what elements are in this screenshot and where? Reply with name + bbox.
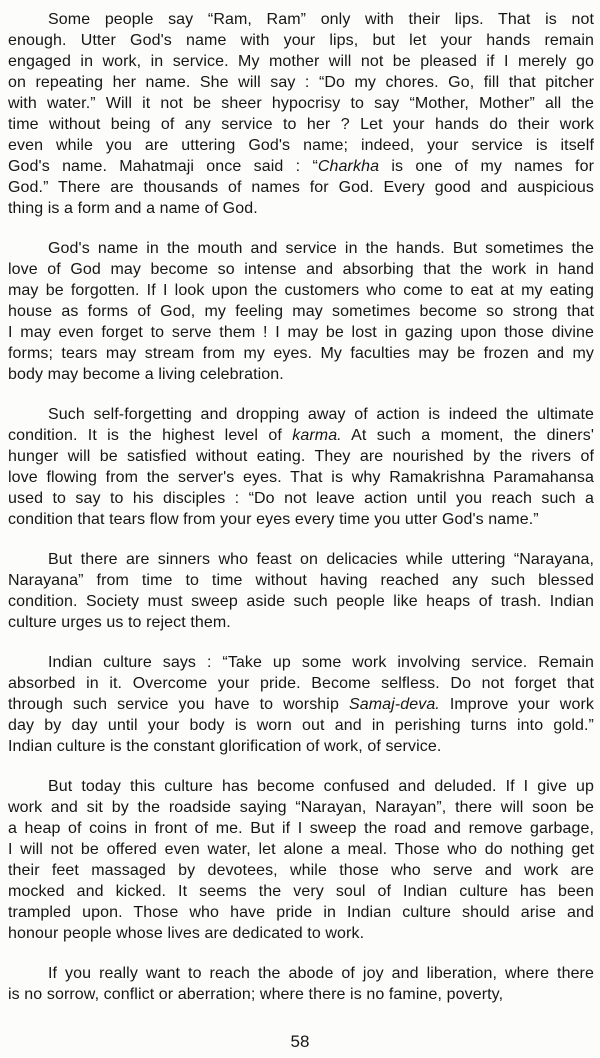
text-line <box>8 177 594 198</box>
text-segment: Improve your work <box>439 696 594 713</box>
italic-text: karma. <box>292 427 342 444</box>
text-line <box>8 259 594 280</box>
text-segment: work and sit by the roadside saying “Narayan, Narayan”, there will soon be <box>8 799 594 816</box>
text-line <box>8 818 594 839</box>
text-segment: Such self-forgetting and dropping away of action is indeed the ultimate <box>48 406 594 423</box>
page-number: 58 <box>290 1032 310 1051</box>
text-segment: day by day until your body is worn out and in perishing turns into gold.” <box>8 717 594 734</box>
text-segment: is one of my names for <box>379 158 594 175</box>
text-segment: on repeating her name. She will say : “Do my chores. Go, fill that pitcher <box>8 74 594 91</box>
text-segment: time without being of any service to her ? Let your hands do their work <box>8 116 594 133</box>
text-line <box>8 839 594 860</box>
text-line <box>8 343 594 364</box>
text-segment: forms; tears may stream from my eyes. My faculties may be frozen and my <box>8 345 594 362</box>
text-segment: At such a moment, the diners' <box>341 427 594 444</box>
text-segment: with water.” Will it not be sheer hypocrisy to say “Mother, Mother” all the <box>8 95 594 112</box>
text-segment: is no sorrow, conflict or aberration; where there is no famine, poverty, <box>8 986 504 1003</box>
text-segment: But there are sinners who feast on delicacies while uttering “Narayana, <box>48 551 594 568</box>
paragraph <box>8 238 594 385</box>
text-segment: body may become a living celebration. <box>8 366 284 383</box>
text-segment: condition. Society must sweep aside such people like heaps of trash. Indian <box>8 593 594 610</box>
text-segment: house as forms of God, my feeling may sometimes become so strong that <box>8 303 594 320</box>
italic-text: Charkha <box>317 158 380 175</box>
text-segment: trampled upon. Those who have pride in Indian culture should arise and <box>8 904 594 921</box>
text-segment: condition that tears flow from your eyes every time you utter God's name.” <box>8 511 539 528</box>
text-segment: I will not be offered even water, let alone a meal. Those who do nothing get <box>8 841 594 858</box>
text-line <box>8 446 594 467</box>
paragraph <box>8 549 594 633</box>
text-line <box>8 736 594 757</box>
text-line <box>8 923 594 944</box>
text-segment: If you really want to reach the abode of joy and liberation, where there <box>48 965 594 982</box>
text-segment: God.” There are thousands of names for God. Every good and auspicious <box>8 179 594 196</box>
text-line <box>8 612 594 633</box>
text-line <box>8 902 594 923</box>
text-line <box>8 51 594 72</box>
italic-text: Samaj-deva. <box>348 696 440 713</box>
text-segment: their feet massaged by devotees, while those who serve and work are <box>8 862 594 879</box>
text-segment: love flowing from the server's eyes. That is why Ramakrishna Paramahansa <box>8 469 594 486</box>
text-segment: Some people say “Ram, Ram” only with their lips. That is not <box>48 11 594 28</box>
text-segment: Indian culture says : “Take up some work involving service. Remain <box>48 654 594 671</box>
text-line <box>8 591 594 612</box>
text-segment: hunger will be satisfied without eating. They are nourished by the rivers of <box>8 448 594 465</box>
text-line <box>8 488 594 509</box>
text-line <box>8 404 594 425</box>
text-line <box>8 30 594 51</box>
text-line <box>8 135 594 156</box>
text-line <box>8 280 594 301</box>
text-segment: even while you are uttering God's name; indeed, your service is itself <box>8 137 594 154</box>
text-segment: Indian culture is the constant glorification of work, of service. <box>8 738 442 755</box>
text-segment: used to say to his disciples : “Do not leave action until you reach such a <box>8 490 594 507</box>
text-segment: But today this culture has become confused and deluded. If I give up <box>48 778 594 795</box>
text-line <box>8 9 594 30</box>
text-line <box>8 156 594 177</box>
paragraph <box>8 9 594 219</box>
text-line <box>8 797 594 818</box>
text-segment: engaged in work, in service. My mother will not be pleased if I merely go <box>8 53 594 70</box>
text-line <box>8 301 594 322</box>
text-segment: absorbed in it. Overcome your pride. Become selfless. Do not forget that <box>8 675 594 692</box>
text-segment: God's name. Mahatmaji once said : “ <box>8 158 318 175</box>
text-segment: enough. Utter God's name with your lips, but let your hands remain <box>8 32 594 49</box>
text-segment: honour people whose lives are dedicated to work. <box>8 925 365 942</box>
text-line <box>8 467 594 488</box>
paragraph <box>8 776 594 944</box>
text-line <box>8 198 594 219</box>
text-line <box>8 238 594 259</box>
text-line <box>8 570 594 591</box>
text-segment: God's name in the mouth and service in the hands. But sometimes the <box>48 240 594 257</box>
text-line <box>8 881 594 902</box>
text-line <box>8 963 594 984</box>
text-line <box>8 364 594 385</box>
paragraph <box>8 963 594 1005</box>
text-line <box>8 93 594 114</box>
text-segment: love of God may become so intense and absorbing that the work in hand <box>8 261 594 278</box>
text-segment: condition. It is the highest level of <box>8 427 293 444</box>
paragraph <box>8 652 594 757</box>
text-line <box>8 425 594 446</box>
text-line <box>8 694 594 715</box>
page-text <box>8 9 594 1005</box>
text-segment: through such service you have to worship <box>8 696 349 713</box>
text-segment: culture urges us to reject them. <box>8 614 231 631</box>
text-line <box>8 114 594 135</box>
text-line <box>8 652 594 673</box>
text-line <box>8 673 594 694</box>
text-line <box>8 715 594 736</box>
text-segment: Narayana” from time to time without having reached any such blessed <box>8 572 594 589</box>
text-segment: thing is a form and a name of God. <box>8 200 258 217</box>
text-line <box>8 776 594 797</box>
text-segment: may be forgotten. If I look upon the customers who come to eat at my eating <box>8 282 594 299</box>
text-segment: I may even forget to serve them ! I may be lost in gazing upon those divine <box>8 324 594 341</box>
text-segment: mocked and kicked. It seems the very soul of Indian culture has been <box>8 883 594 900</box>
text-line <box>8 509 594 530</box>
text-line <box>8 984 594 1005</box>
text-line <box>8 549 594 570</box>
text-segment: a heap of coins in front of me. But if I sweep the road and remove garbage, <box>8 820 594 837</box>
paragraph <box>8 404 594 530</box>
text-line <box>8 860 594 881</box>
text-line <box>8 72 594 93</box>
text-line <box>8 322 594 343</box>
